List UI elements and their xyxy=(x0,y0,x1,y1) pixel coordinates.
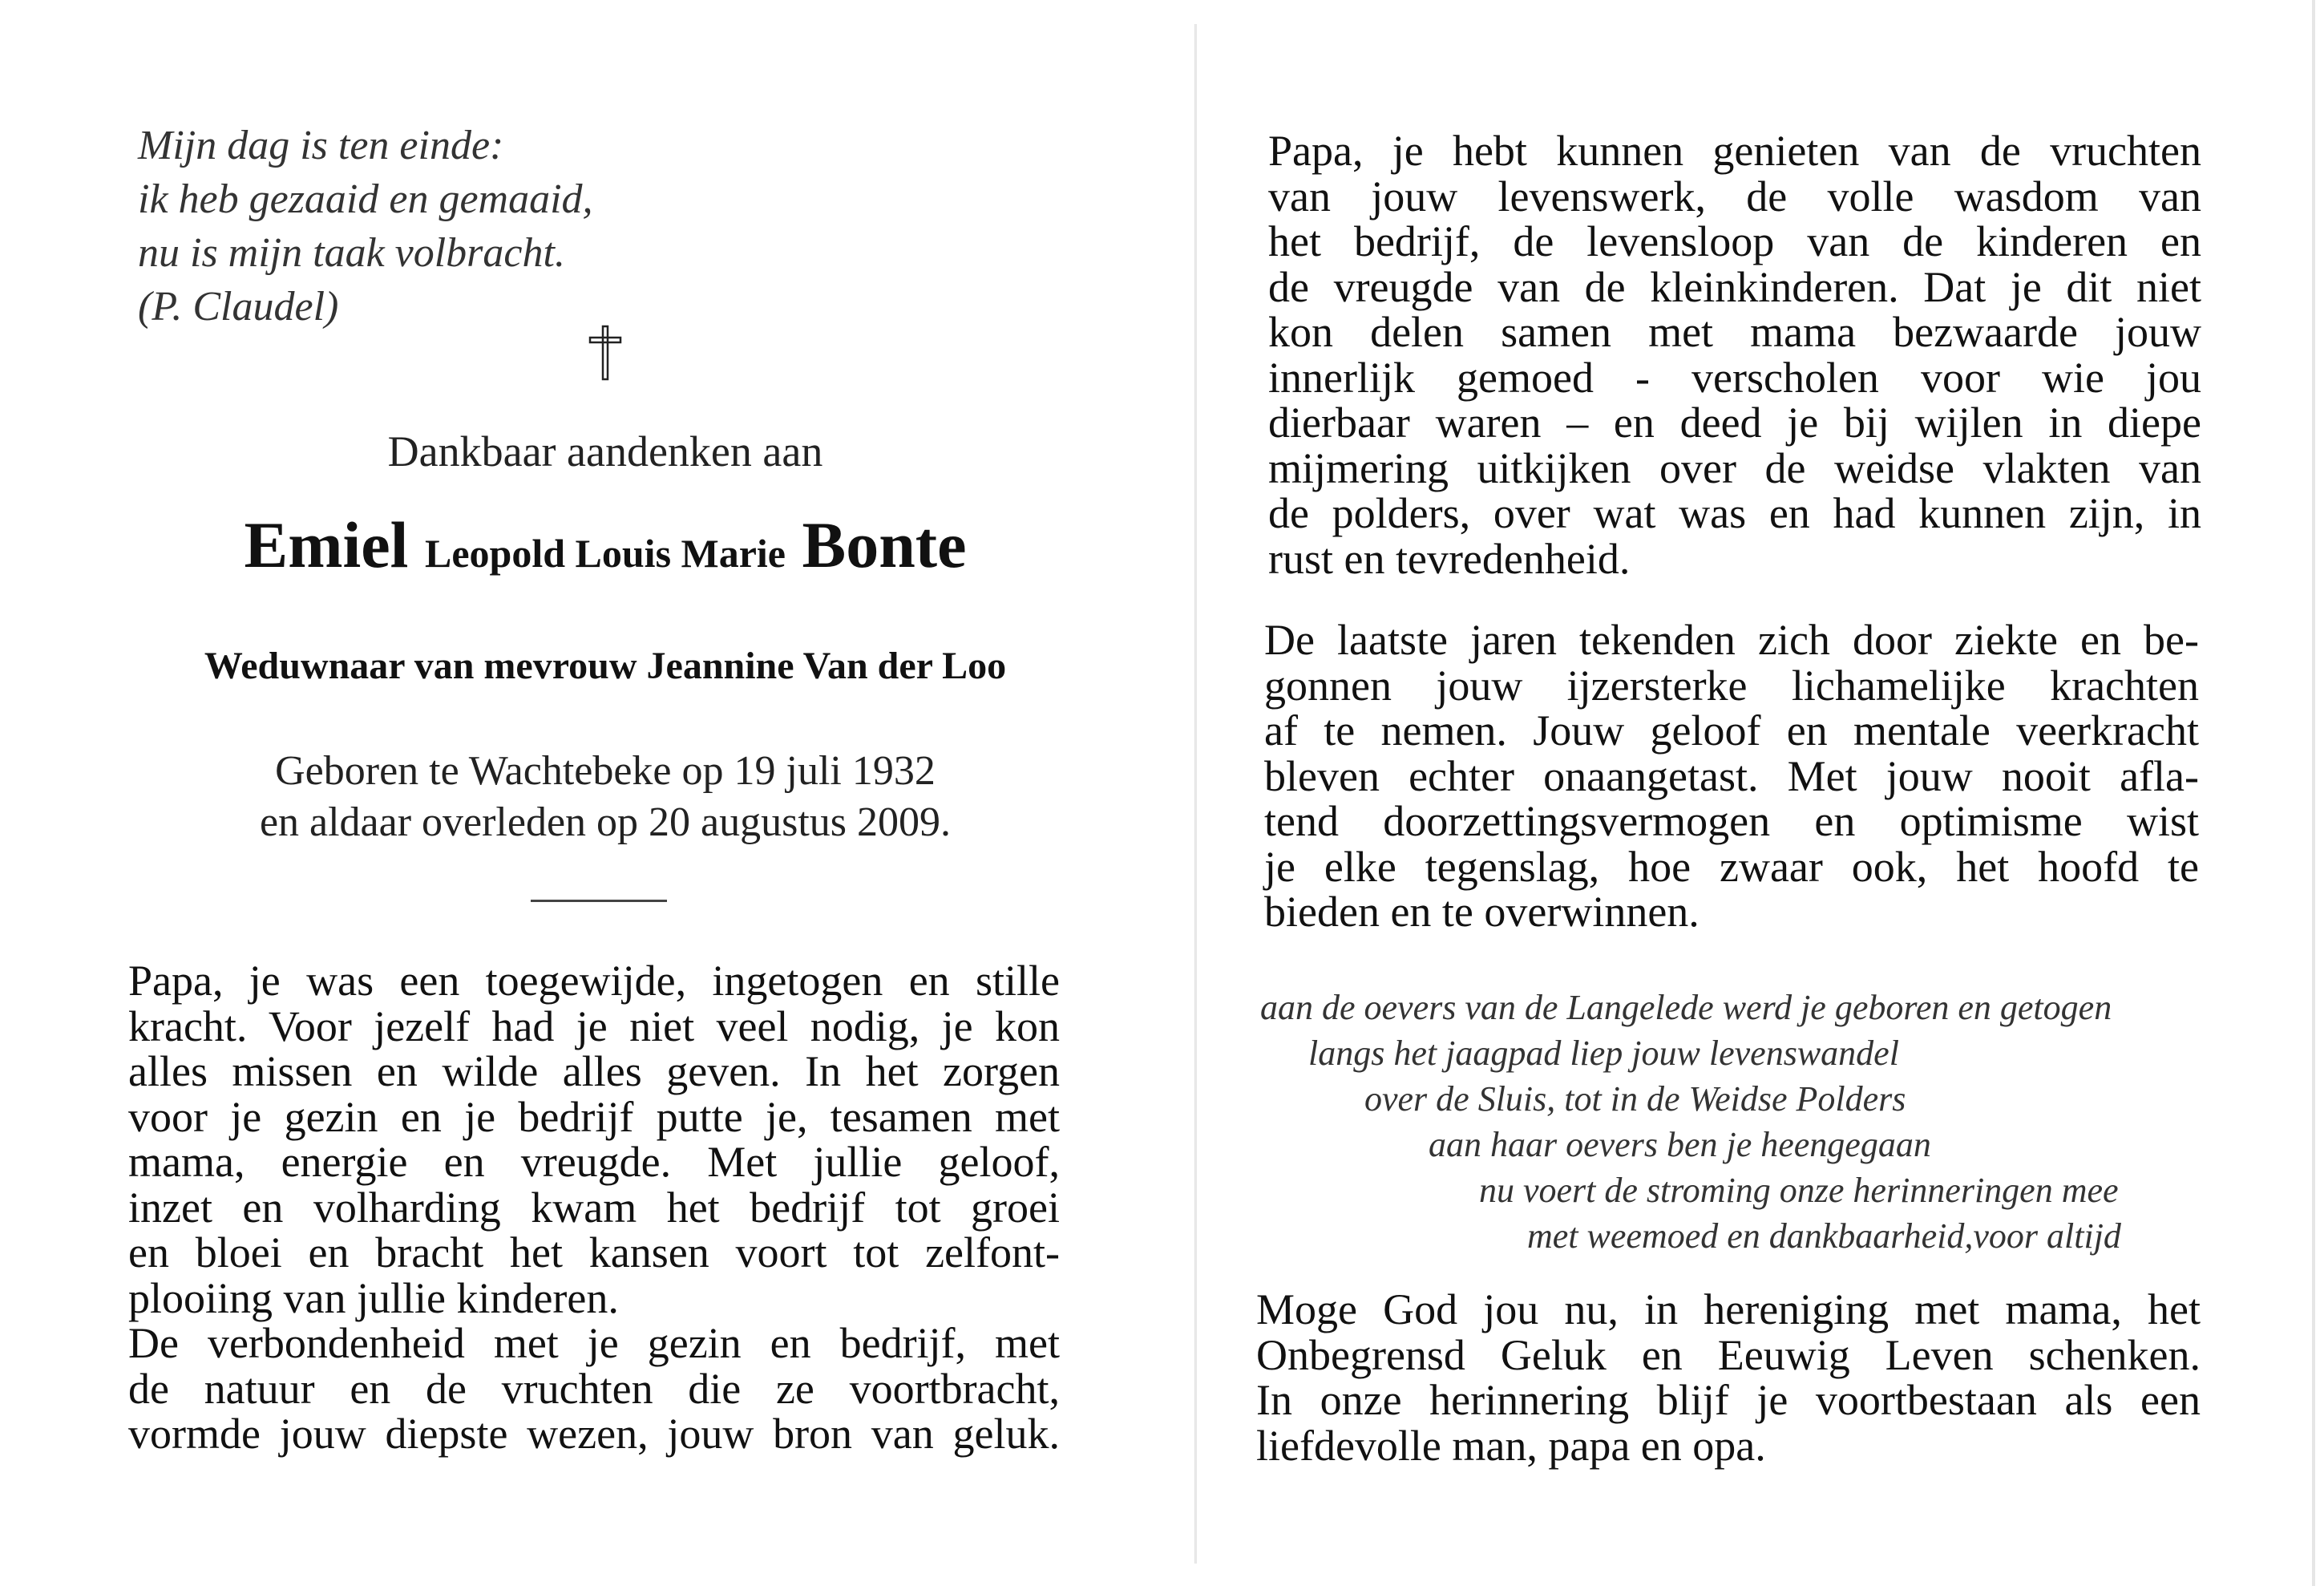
birth-death-block xyxy=(96,746,1114,848)
text-line: bieden en te overwinnen. xyxy=(1264,888,1700,936)
poem-line: over de Sluis, tot in de Weidse Polders xyxy=(1364,1079,1906,1119)
birth-line: Geboren te Wachtebeke op 19 juli 1932 xyxy=(275,748,936,794)
deceased-name xyxy=(96,505,1114,593)
poem-line: langs het jaagpad liep jouw levenswandel xyxy=(1308,1034,1899,1073)
poem-line: met weemoed en dankbaarheid,voor altijd xyxy=(1527,1216,2121,1256)
text-line: voor je gezin en je bedrijf putte je, tesamen met xyxy=(128,1092,1060,1141)
card-edge xyxy=(2312,0,2315,1586)
epigraph-attribution: (P. Claudel) xyxy=(138,284,339,330)
poem-line: aan de oevers van de Langelede werd je geboren en getogen xyxy=(1260,988,2112,1027)
text-line: de vreugde van de kleinkinderen. Dat je dit niet xyxy=(1268,262,2201,311)
epigraph-line: nu is mijn taak volbracht. xyxy=(138,230,565,276)
text-line: je elke tegenslag, hoe zwaar ook, het hoofd te xyxy=(1264,842,2199,891)
left-paragraph xyxy=(128,958,1060,1457)
text-line: vormde jouw diepste wezen, jouw bron van geluk. xyxy=(128,1410,1060,1458)
text-line: In onze herinnering blijf je voortbestaan als een xyxy=(1256,1376,2201,1424)
first-name: Emiel xyxy=(244,508,409,581)
widower-line: Weduwnaar van mevrouw Jeannine Van der Loo xyxy=(204,645,1007,687)
text-line: bleven echter onaangetast. Met jouw nooit afla- xyxy=(1264,751,2199,800)
dedication-line: Dankbaar aandenken aan xyxy=(387,427,823,475)
text-line: mijmering uitkijken over de weidse vlakten van xyxy=(1268,443,2201,492)
right-paragraph-2 xyxy=(1264,617,2199,935)
right-paragraph-3 xyxy=(1256,1287,2201,1468)
text-line: gonnen jouw ijzersterke lichamelijke krachten xyxy=(1264,661,2199,710)
text-line: het bedrijf, de levensloop van de kinderen en xyxy=(1268,217,2201,265)
card-fold xyxy=(1194,24,1197,1564)
text-line: Papa, je hebt kunnen genieten van de vruchten xyxy=(1268,127,2201,175)
text-line: tend doorzettingsvermogen en optimisme wist xyxy=(1264,797,2199,845)
epigraph-line: Mijn dag is ten einde: xyxy=(138,123,504,168)
last-name: Bonte xyxy=(802,508,967,581)
text-line: rust en tevredenheid. xyxy=(1268,534,1631,583)
poem-line: nu voert de stroming onze herinneringen mee xyxy=(1479,1171,2119,1210)
text-line: innerlijk gemoed - verscholen voor wie jou xyxy=(1268,353,2201,402)
text-line: alles missen en wilde alles geven. In het zorgen xyxy=(128,1047,1060,1095)
text-line: de natuur en de vruchten die ze voortbracht, xyxy=(128,1364,1060,1413)
text-line: Onbegrensd Geluk en Eeuwig Leven schenken. xyxy=(1256,1330,2201,1379)
right-paragraph-1 xyxy=(1268,128,2201,581)
text-line: Moge God jou nu, in hereniging met mama, het xyxy=(1256,1285,2201,1333)
epigraph-line: ik heb gezaaid en gemaaid, xyxy=(138,176,593,222)
text-line: van jouw levenswerk, de volle wasdom van xyxy=(1268,172,2201,221)
text-line: De verbondenheid met je gezin en bedrijf, met xyxy=(128,1319,1060,1367)
text-line: kon delen samen met mama bezwaarde jouw xyxy=(1268,308,2201,356)
text-line: de polders, over wat was en had kunnen zijn, in xyxy=(1268,489,2201,537)
text-line: plooiing van jullie kinderen. xyxy=(128,1273,619,1322)
text-line: af te nemen. Jouw geloof en mentale veerkracht xyxy=(1264,706,2199,755)
text-line: kracht. Voor jezelf had je niet veel nodig, je kon xyxy=(128,1001,1060,1050)
middle-names: Leopold Louis Marie xyxy=(424,531,786,576)
text-line: Papa, je was een toegewijde, ingetogen en stille xyxy=(128,957,1060,1005)
death-line: en aldaar overleden op 20 augustus 2009. xyxy=(259,799,952,845)
text-line: liefdevolle man, papa en opa. xyxy=(1256,1421,1766,1470)
text-line: De laatste jaren tekenden zich door ziekte en be- xyxy=(1264,616,2199,664)
text-line: mama, energie en vreugde. Met jullie geloof, xyxy=(128,1138,1060,1186)
poem-line: aan haar oevers ben je heengegaan xyxy=(1429,1125,1931,1164)
text-line: en bloei en bracht het kansen voort tot zelfont- xyxy=(128,1228,1060,1276)
text-line: dierbaar waren – en deed je bij wijlen in diepe xyxy=(1268,399,2201,447)
epigraph xyxy=(138,119,593,334)
divider-rule xyxy=(531,900,667,902)
text-line: inzet en volharding kwam het bedrijf tot groei xyxy=(128,1183,1060,1232)
cross-icon xyxy=(585,325,625,381)
